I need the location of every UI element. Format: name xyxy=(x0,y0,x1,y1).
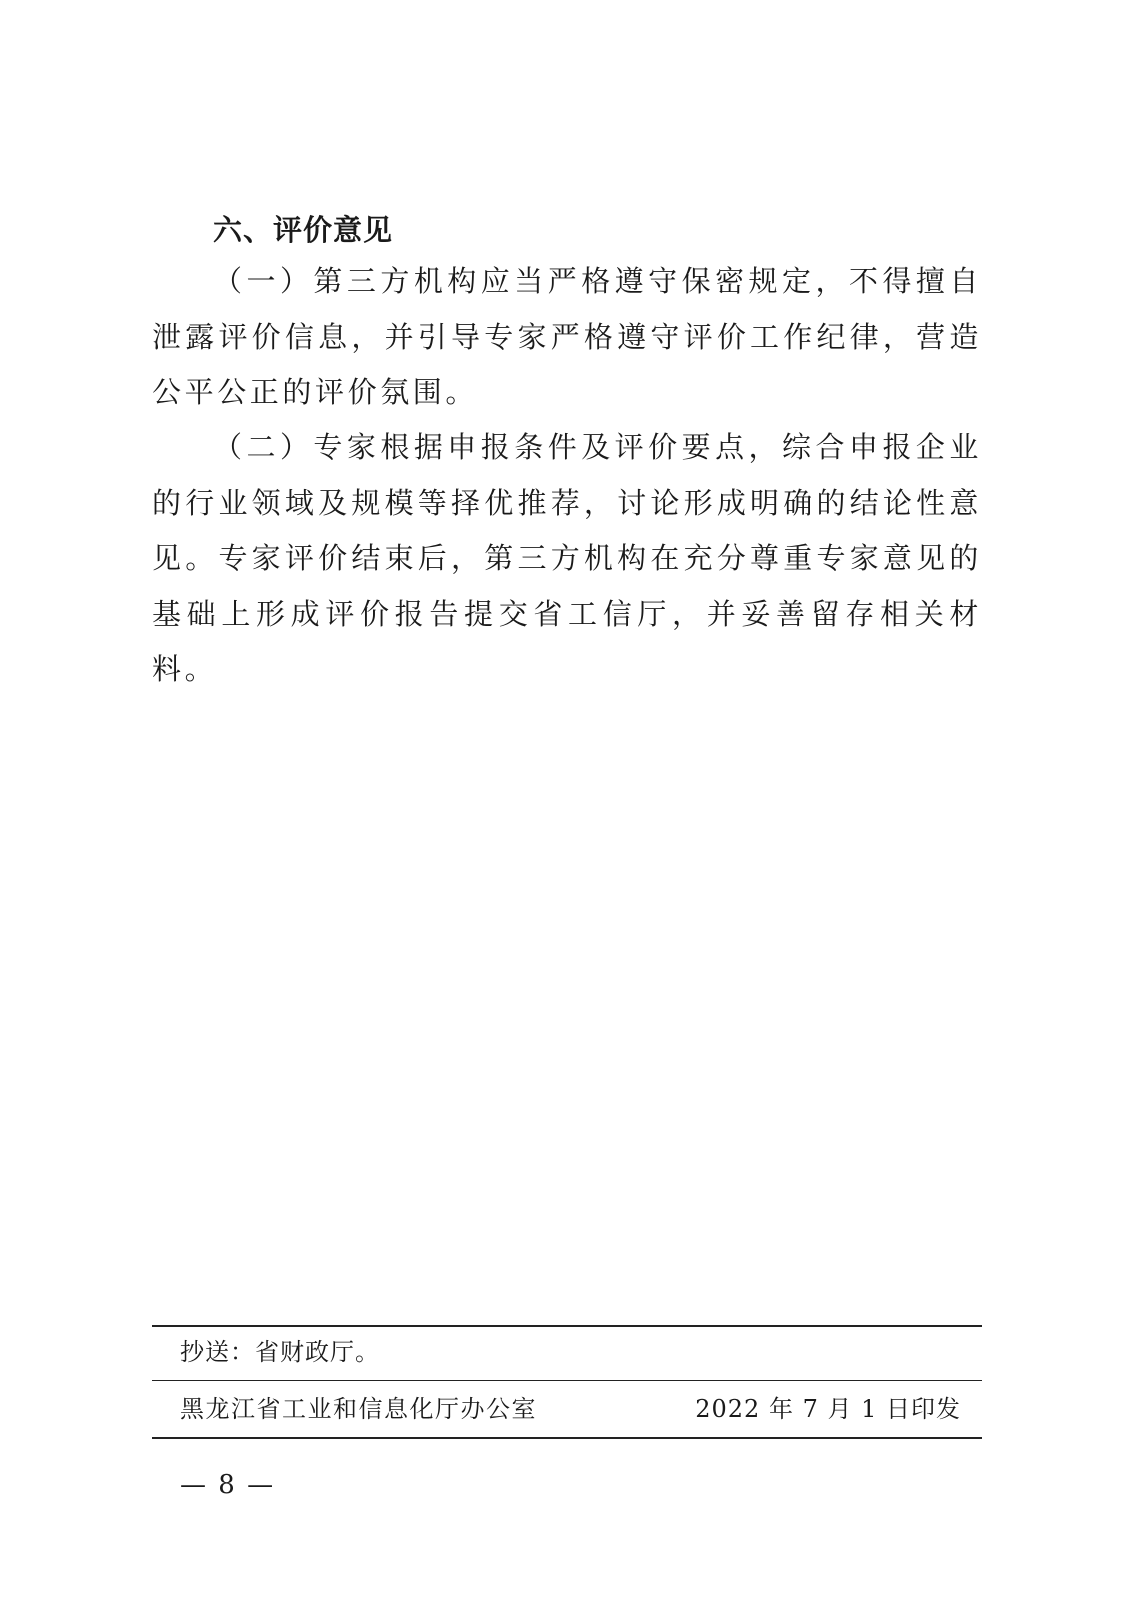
paragraph-expert-review: （二）专家根据申报条件及评价要点，综合申报企业的行业领域及规模等择优推荐，讨论形成明确的结论性意见。专家评价结束后，第三方机构在充分尊重专家意见的基础上形成评价报告提交省工信厅，并妥善留存相关材料。 xyxy=(152,430,982,686)
section-heading: 六、评价意见 xyxy=(213,213,394,247)
footer-rule-top xyxy=(152,1325,982,1327)
paragraph-confidentiality: （一）第三方机构应当严格遵守保密规定，不得擅自泄露评价信息，并引导专家严格遵守评价工作纪律，营造公平公正的评价氛围。 xyxy=(152,264,982,409)
issuing-office: 黑龙江省工业和信息化厅办公室 xyxy=(180,1395,537,1423)
footer-rule-middle xyxy=(152,1380,982,1381)
page-number: — 8 — xyxy=(180,1470,276,1500)
issue-date: 2022 年 7 月 1 日印发 xyxy=(695,1395,961,1423)
footer-rule-bottom xyxy=(152,1437,982,1439)
cc-recipients: 抄送：省财政厅。 xyxy=(180,1338,380,1366)
